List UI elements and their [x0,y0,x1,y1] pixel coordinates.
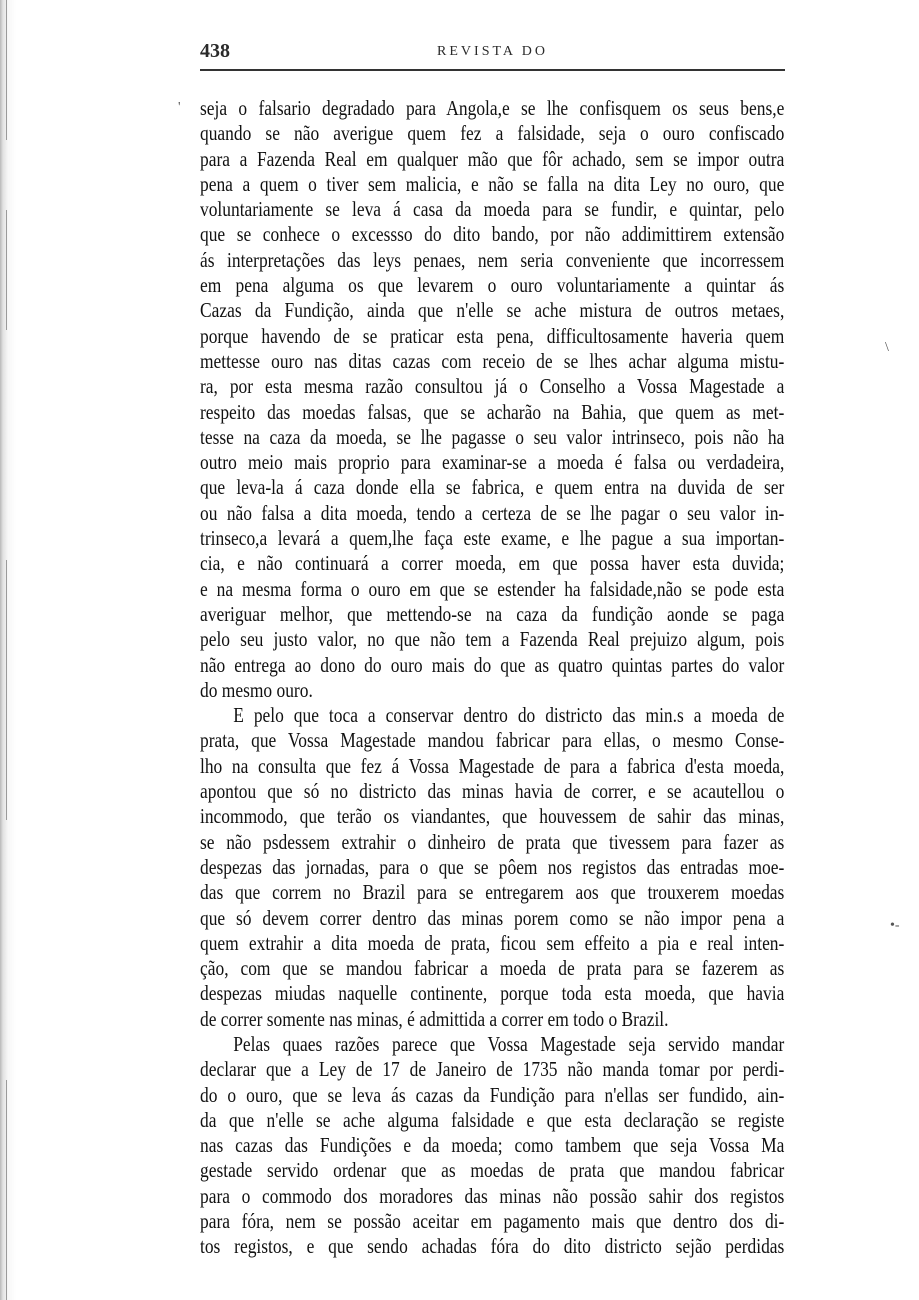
text-line: apontou que só no districto das minas havia de correr, e se acautellou o [200,779,785,804]
text-line: porque havendo de se praticar esta pena, difficultosamente haveria quem [200,323,785,348]
text-line: quando se não averigue quem fez a falsidade, seja o ouro confiscado [200,121,785,146]
text-line: ou não falsa a dita moeda, tendo a certeza de se lhe pagar o seu valor in- [200,500,785,525]
text-line: ção, com que se mandou fabricar a moeda de prata para se fazerem as [200,956,785,981]
text-line: despezas das jornadas, para o que se pôem nos registos das entradas moe- [200,854,785,879]
text-line: do mesmo ouro. [200,677,313,702]
text-line: para a Fazenda Real em qualquer mão que fôr achado, sem se impor outra [200,146,785,171]
scan-margin-line [6,210,7,330]
text-line: e na mesma forma o ouro em que se estender ha falsidade,não se pode esta [200,576,785,601]
text-line: incommodo, que terão os viandantes, que houvessem de sahir das minas, [200,804,785,829]
text-line: que leva-la á caza donde ella se fabrica, e quem entra na duvida de ser [200,475,785,500]
text-line: mettesse ouro nas ditas cazas com receio de se lhes achar alguma mistu- [200,348,785,373]
text-line: E pelo que toca a conservar dentro do districto das min.s a moeda de [233,703,785,728]
scan-speck: ' [178,100,181,115]
text-line: que se conhece o excessso do dito bando, por não addimittirem extensão [200,222,785,247]
text-line: para fóra, nem se possão aceitar em pagamento mais que dentro dos di- [200,1209,785,1234]
text-line: despezas miudas naquelle continente, porque toda esta moeda, que havia [200,981,785,1006]
text-line: ás interpretações das leys penaes, nem seria conveniente que incorressem [200,247,785,272]
text-line: ra, por esta mesma razão consultou já o Conselho a Vossa Magestade a [200,374,785,399]
scan-speck: •- [890,918,900,933]
header-rule [200,69,785,71]
text-line: quem extrahir a dita moeda de prata, ficou sem effeito a pia e real inten- [200,930,785,955]
body-text [200,96,784,1260]
text-line: pena a quem o tiver sem malicia, e não se falla na dita Ley no ouro, que [200,171,785,196]
page-number: 438 [200,40,230,62]
text-line: prata, que Vossa Magestade mandou fabricar para ellas, o mesmo Conse- [200,728,785,753]
page-header [200,38,785,74]
text-line: se não psdessem extrahir o dinheiro de prata que tivessem para fazer as [200,829,785,854]
text-line: tos registos, e que sendo achadas fóra do dito districto sejão perdidas [200,1234,785,1259]
text-line: nas cazas das Fundições e da moeda; como tambem que seja Vossa Ma [200,1133,785,1158]
text-line: em pena alguma os que levarem o ouro voluntariamente a quintar ás [200,273,785,298]
scan-speck: \ [885,340,889,355]
text-line: outro meio mais proprio para examinar-se a moeda é falsa ou verdadeira, [200,450,785,475]
text-line: trinseco,a levará a quem,lhe faça este exame, e lhe pague a sua importan- [200,526,785,551]
text-line: averiguar melhor, que mettendo-se na caza da fundição aonde se paga [200,601,785,626]
text-line: das que correm no Brazil para se entregarem aos que trouxerem moedas [200,880,785,905]
text-line: pelo seu justo valor, no que não tem a Fazenda Real prejuizo algum, pois [200,627,785,652]
text-line: declarar que a Ley de 17 de Janeiro de 1735 não manda tomar por perdi- [200,1057,785,1082]
text-line: tesse na caza da moeda, se lhe pagasse o seu valor intrinseco, pois não ha [200,424,785,449]
scan-margin-line [6,1080,7,1300]
text-line: cia, e não continuará a correr moeda, em que possa haver esta duvida; [200,551,785,576]
text-line: Cazas da Fundição, ainda que n'elle se ache mistura de outros metaes, [200,298,785,323]
scan-margin-line [6,0,7,140]
page-edge-shadow [0,0,16,1300]
text-line: Pelas quaes razões parece que Vossa Magestade seja servido mandar [233,1031,785,1056]
text-line: não entrega ao dono do ouro mais do que as quatro quintas partes do valor [200,652,785,677]
text-line: voluntariamente se leva á casa da moeda para se fundir, e quintar, pelo [200,197,785,222]
text-line: da que n'elle se ache alguma falsidade e que esta declaração se registe [200,1107,785,1132]
text-line: seja o falsario degradado para Angola,e se lhe confisquem os seus bens,e [200,96,785,120]
running-title: REVISTA DO [437,44,548,59]
text-line: para o commodo dos moradores das minas não possão sahir dos registos [200,1183,785,1208]
scan-margin-line [6,560,7,820]
text-line: respeito das moedas falsas, que se acharão na Bahia, que quem as met- [200,399,785,424]
text-line: lho na consulta que fez á Vossa Magestade de para a fabrica d'esta moeda, [200,753,785,778]
text-line: do o ouro, que se leva ás cazas da Fundição para n'ellas ser fundido, ain- [200,1082,785,1107]
text-line: de correr somente nas minas, é admittida a correr em todo o Brazil. [200,1006,669,1031]
text-line: que só devem correr dentro das minas porem como se não impor pena a [200,905,785,930]
text-line: gestade servido ordenar que as moedas de prata que mandou fabricar [200,1158,785,1183]
